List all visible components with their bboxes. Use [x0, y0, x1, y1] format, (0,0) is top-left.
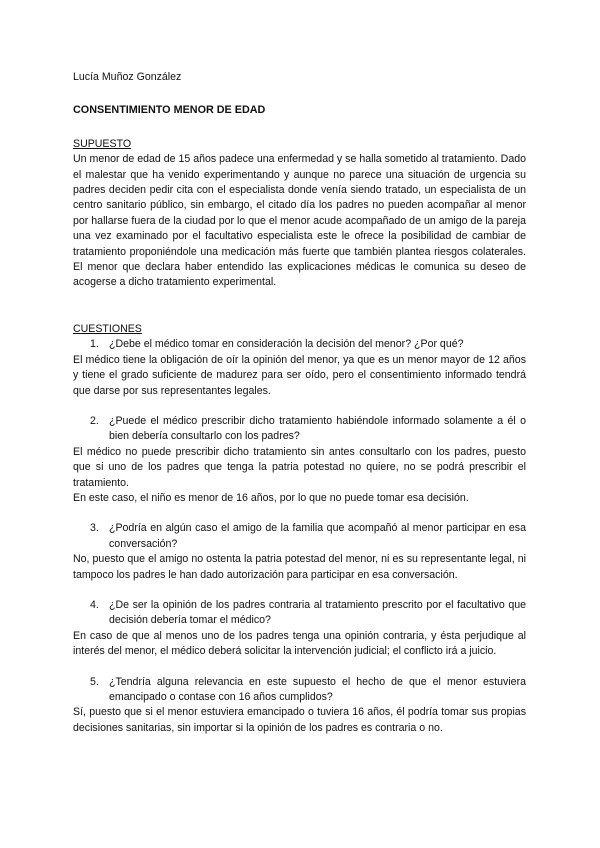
document-page	[73, 70, 526, 736]
answer-3: No, puesto que el amigo no ostenta la patria potestad del menor, ni es su representante legal, ni tampoco los padres le han dado autorización para participar en esa conversación.	[73, 553, 526, 581]
question-number: 1.	[90, 338, 99, 351]
answer-4: En caso de que al menos uno de los padres tenga una opinión contraria, y ésta perjudique al interés del menor, el médico deberá solicitar la intervención judicial; el conflicto irá a juicio.	[73, 629, 526, 658]
answer-1: El médico tiene la obligación de oír la opinión del menor, ya que es un menor mayor de 12 años y tiene el grado suficiente de madurez para ser oído, pero el consentimiento informado tendrá que darse por sus representantes legales.	[73, 353, 526, 397]
answer-2-extra: En este caso, el niño es menor de 16 años, por lo que no puede tomar esa decisión.	[73, 491, 469, 504]
question-text: ¿Puede el médico prescribir dicho tratamiento habiéndole informado solamente a él o bien debería consultarlo con los padres?	[109, 414, 526, 443]
question-2	[73, 414, 526, 445]
question-number: 2.	[90, 414, 99, 427]
supuesto-text: Un menor de edad de 15 años padece una enfermedad y se halla sometido al tratamiento. Dado el malestar que ha venido experimentando y aunque no parece una situación de urgencia su padres deciden pedir cita con el especialista donde venía siendo tratado, un especialista de un centro sanitario público, sin embargo, el citado día los padres no pueden acompañar al menor por hallarse fuera de la ciudad por lo que el menor acude acompañado de un amigo de la pareja una vez examinado por el facultativo especialista este le ofrece la posibilidad de cambiar de tratamiento proponiéndole una medicación más fuerte que también plantea riesgos colaterales. El menor que declara haber entendido las explicaciones médicas le comunica su deseo de acogerse a dicho tratamiento experimental.	[73, 153, 526, 289]
author-name: Lucía Muñoz González	[73, 71, 182, 83]
question-number: 4.	[90, 598, 99, 611]
question-4	[73, 598, 526, 629]
cuestiones-heading: CUESTIONES	[73, 322, 142, 335]
document-title: CONSENTIMIENTO MENOR DE EDAD	[73, 104, 266, 117]
question-1	[73, 337, 526, 352]
question-text: ¿Podría en algún caso el amigo de la familia que acompañó al menor participar en esa conversación?	[109, 522, 526, 550]
supuesto-heading: SUPUESTO	[73, 137, 132, 150]
question-text: ¿Tendría alguna relevancia en este supuesto el hecho de que el menor estuviera emancipado o contase con 16 años cumplidos?	[109, 675, 526, 703]
question-text: ¿Debe el médico tomar en consideración la decisión del menor? ¿Por qué?	[109, 338, 464, 351]
question-text: ¿De ser la opinión de los padres contraria al tratamiento prescrito por el facultativo que decisión debería tomar el médico?	[109, 598, 526, 627]
answer-5: Sí, puesto que si el menor estuviera emancipado o tuviera 16 años, él podría tomar sus propias decisiones sanitarias, sin importar si la opinión de los padres es contraria o no.	[73, 706, 526, 734]
answer-2: El médico no puede prescribir dicho tratamiento sin antes consultarlo con los padres, puesto que si uno de los padres que tenga la patria potestad no quiere, no se podrá prescribir el tratamiento.	[73, 445, 526, 489]
question-3	[73, 521, 526, 552]
question-5	[73, 675, 526, 706]
question-number: 5.	[90, 675, 99, 688]
question-number: 3.	[90, 522, 99, 535]
